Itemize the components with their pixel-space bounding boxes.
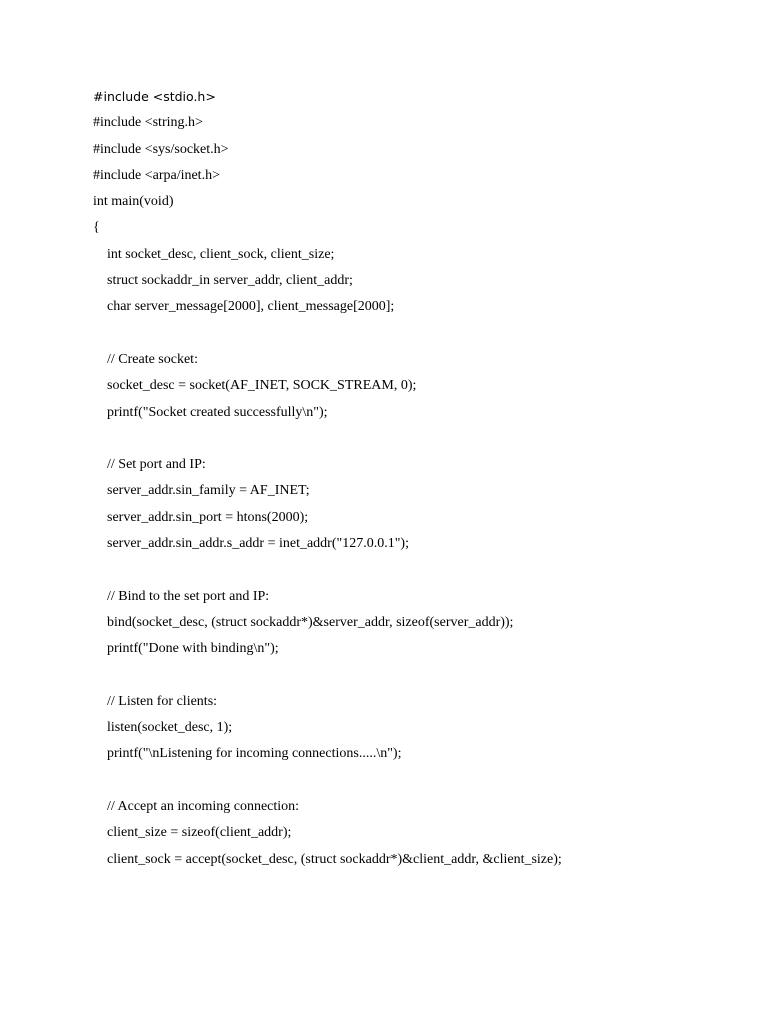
code-line-struct-declarations: struct sockaddr_in server_addr, client_addr; <box>107 273 353 289</box>
code-line-client-size: client_size = sizeof(client_addr); <box>107 825 292 841</box>
code-line-include-socket: #include <sys/socket.h> <box>93 141 229 157</box>
code-line-bind-call: bind(socket_desc, (struct sockaddr*)&server_addr, sizeof(server_addr)); <box>107 614 514 630</box>
code-line-blank <box>93 321 733 347</box>
code-line-comment-accept: // Accept an incoming connection: <box>107 799 300 815</box>
code-line-open-brace: { <box>93 220 100 236</box>
code-line-sin-addr: server_addr.sin_addr.s_addr = inet_addr("127.0.0.1"); <box>107 536 409 552</box>
code-line-printf-socket-created: printf("Socket created successfully\n"); <box>107 404 328 420</box>
code-block <box>93 84 733 873</box>
code-line-comment-listen: // Listen for clients: <box>107 693 218 709</box>
code-line-printf-done-binding: printf("Done with binding\n"); <box>107 641 279 657</box>
code-line-printf-listening: printf("\nListening for incoming connections.....\n"); <box>107 746 402 762</box>
code-line-int-declarations: int socket_desc, client_sock, client_size; <box>107 246 335 262</box>
code-line-include-stdio: #include <stdio.h> <box>93 89 216 104</box>
code-line-comment-create-socket: // Create socket: <box>107 351 198 367</box>
code-line-include-string: #include <string.h> <box>93 115 203 131</box>
code-line-blank <box>93 426 733 452</box>
code-line-comment-bind: // Bind to the set port and IP: <box>107 588 270 604</box>
code-line-accept-call: client_sock = accept(socket_desc, (struct sockaddr*)&client_addr, &client_size); <box>107 851 562 867</box>
code-line-blank <box>93 557 733 583</box>
code-line-sin-family: server_addr.sin_family = AF_INET; <box>107 483 310 499</box>
code-line-char-declarations: char server_message[2000], client_message[2000]; <box>107 299 395 315</box>
code-line-blank <box>93 768 733 794</box>
code-line-blank <box>93 663 733 689</box>
code-line-listen-call: listen(socket_desc, 1); <box>107 720 233 736</box>
code-line-socket-call: socket_desc = socket(AF_INET, SOCK_STREAM, 0); <box>107 378 417 394</box>
code-line-include-inet: #include <arpa/inet.h> <box>93 167 220 183</box>
code-line-comment-set-port: // Set port and IP: <box>107 457 206 473</box>
code-line-sin-port: server_addr.sin_port = htons(2000); <box>107 509 309 525</box>
code-line-main-signature: int main(void) <box>93 194 174 210</box>
